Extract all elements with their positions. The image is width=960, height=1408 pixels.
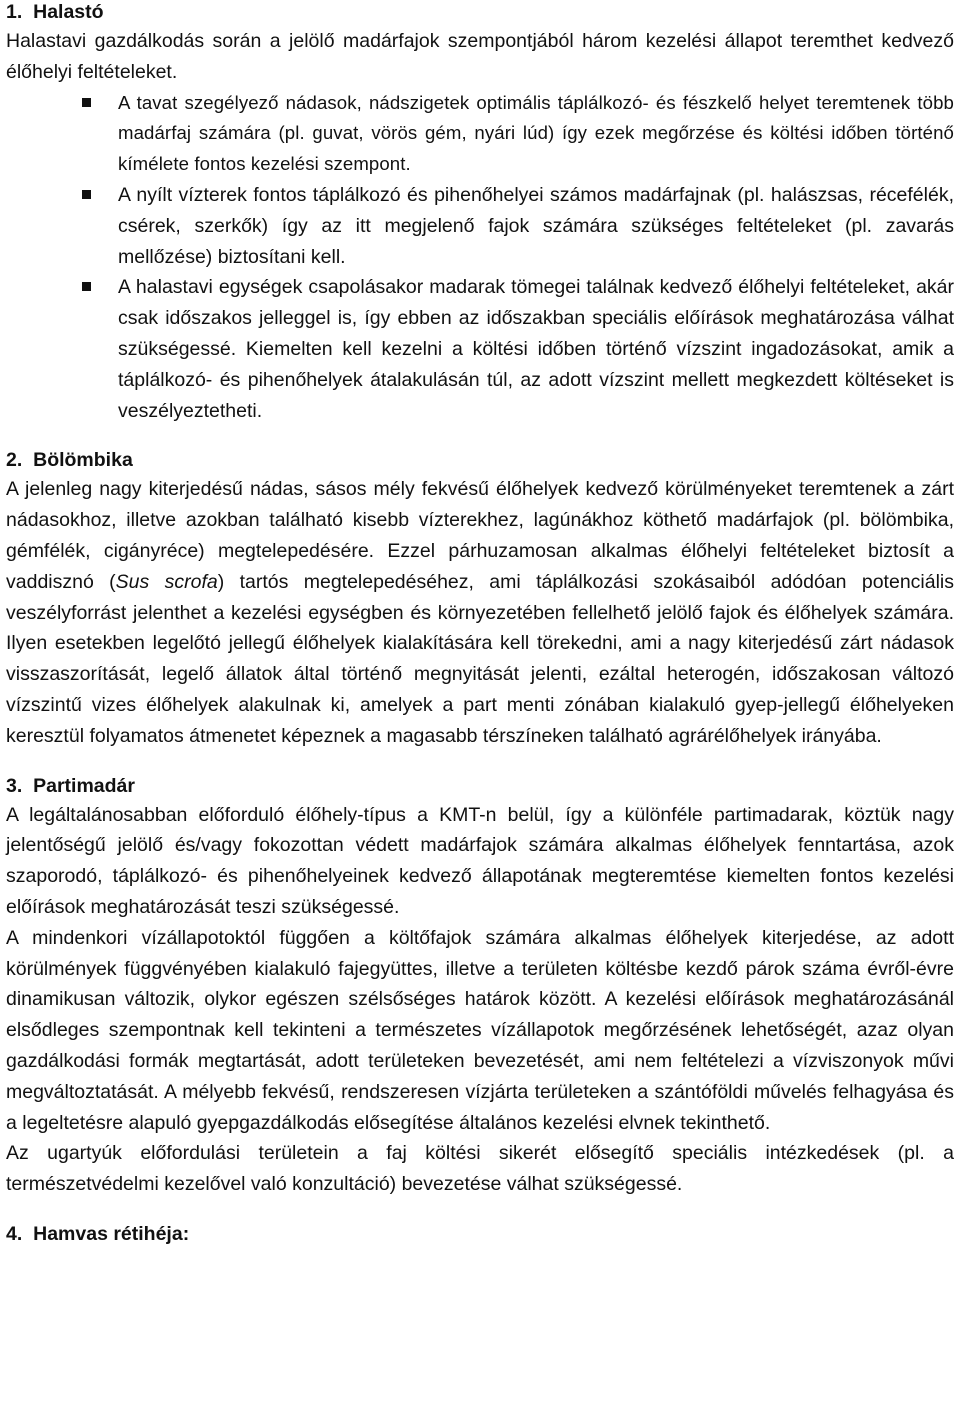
section-1-heading xyxy=(6,0,954,24)
square-bullet-icon xyxy=(82,282,91,291)
square-bullet-icon xyxy=(82,98,91,107)
list-item xyxy=(6,180,954,272)
section-2-number: 2. xyxy=(6,449,23,472)
section-2-text-b: ) tartós megtelepedéséhez, ami táplálkozási szokásaiból adódóan potenciális veszélyforrást jelenthet a kezelési egységben és környezetében fellelhető jelölő fajok és élőhelyek számára. Ilyen esetekben legelőtó jellegű élőhelyek kialakítására kell törekedni, ami a nagy kiterjedésű zárt nádasok visszaszorítását, legelő állatok által történő megnyitását jelenti, ezáltal heterogén, időszakosan változó vízszintű vizes élőhelyek alakulnak ki, amelyek a part menti zónában kialakuló gyep-jellegű élőhelyeken keresztül folyamatos átmenetet képeznek a magasabb térszíneken található agrárélőhelyek irányába. xyxy=(6,570,955,747)
section-1-bullet-list xyxy=(6,88,954,427)
section-3-number: 3. xyxy=(6,774,23,797)
section-3-paragraph-1: A legáltalánosabban előforduló élőhely-típus a KMT-n belül, így a különféle partimadarak, köztük nagy jelentőségű jelölő és/vagy fokozottan védett madárfajok számára alkalmas élőhelyek fenntartása, azok szaporodó, táplálkozó- és pihenőhelyeinek kedvező állapotának megteremtése kiemelten fontos kezelési előírások meghatározását teszi szükségessé. xyxy=(6,803,954,918)
section-1-title: Halastó xyxy=(33,1,104,23)
section-4-heading xyxy=(6,1222,954,1246)
section-2-heading xyxy=(6,448,954,472)
section-2-title: Bölömbika xyxy=(33,449,133,472)
square-bullet-icon xyxy=(82,190,91,199)
document-page xyxy=(6,0,954,1246)
section-3-title: Partimadár xyxy=(33,774,135,797)
bullet-text: A tavat szegélyező nádasok, nádszigetek optimális táplálkozó- és fészkelő helyet teremtenek több madárfaj számára (pl. guvat, vörös gém, nyári lúd) így ezek megőrzése és költési időben történő kímélete fontos kezelési szempont. xyxy=(118,91,954,175)
section-2-text-a: A jelenleg nagy kiterjedésű nádas, sásos mély fekvésű élőhelyek kedvező körülményeket teremtenek a zárt nádasokhoz, illetve azokban található kisebb vízterekhez, lagúnákhoz köthető madárfajok (pl. bölömbika, gémfélék, cigányréce) megtelepedésére. Ezzel párhuzamosan alkalmas élőhelyi feltételeket biztosít a vaddisznó ( xyxy=(6,478,954,593)
section-1-number: 1. xyxy=(6,1,23,23)
list-item xyxy=(6,272,954,426)
section-3-paragraph-2: A mindenkori vízállapotoktól függően a költőfajok számára alkalmas élőhelyek kiterjedése, az adott körülmények függvényében kialakuló fajegyüttes, illetve a területen költésbe kezdő párok száma évről-évre dinamikusan változik, olykor egészen szélsőséges határok között. A kezelési előírások meghatározásánál elsődleges szempontnak kell tekinteni a természetes vízállapotok megőrzésének lehetőségét, azaz olyan gazdálkodási formák megtartását, adott területeken bevezetését, ami nem feltételezi a vízviszonyok művi megváltoztatását. A mélyebb fekvésű, rendszeresen vízjárta területeken a szántóföldi művelés felhagyása és a legeltetésre alapuló gyepgazdálkodás elősegítése általános kezelési elvnek tekinthető. xyxy=(6,926,954,1134)
section-2-italic-species: Sus scrofa xyxy=(115,570,218,593)
section-4-title: Hamvas rétihéja: xyxy=(33,1222,190,1245)
section-3-heading xyxy=(6,774,954,798)
list-item xyxy=(6,88,954,180)
section-3-paragraph-3: Az ugartyúk előfordulási területein a faj költési sikerét elősegítő speciális intézkedések (pl. a természetvédelmi kezelővel való konzultáció) bevezetése válhat szükségessé. xyxy=(6,1142,954,1196)
section-1-intro: Halastavi gazdálkodás során a jelölő madárfajok szempontjából három kezelési állapot teremthet kedvező élőhelyi feltételeket. xyxy=(6,30,954,83)
bullet-text: A halastavi egységek csapolásakor madarak tömegei találnak kedvező élőhelyi feltételeket, akár csak időszakos jelleggel is, így ebben az időszakban speciális előírások meghatározása válhat szükségessé. Kiemelten kell kezelni a költési időben történő vízszint ingadozásokat, amik a táplálkozó- és pihenőhelyek átalakulásán túl, az adott vízszint mellett megkezdett költéseket is veszélyeztetheti. xyxy=(118,276,954,422)
section-4-number: 4. xyxy=(6,1222,23,1245)
bullet-text: A nyílt vízterek fontos táplálkozó és pihenőhelyei számos madárfajnak (pl. halászsas, récefélék, csérek, szerkők) így az itt megjelenő fajok számára szükséges feltételeket (pl. zavarás mellőzése) biztosítani kell. xyxy=(118,183,954,268)
section-2-paragraph xyxy=(6,474,954,751)
